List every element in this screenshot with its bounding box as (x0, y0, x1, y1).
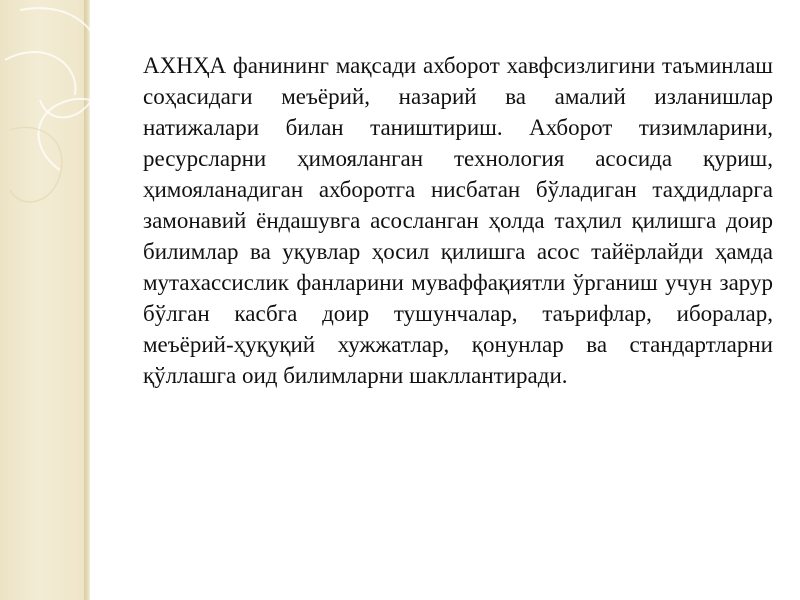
decorative-swirl (0, 0, 160, 260)
slide-body-text: АХНҲА фанининг мақсади ахборот хавфсизлигини таъминлаш соҳасидаги меъёрий, назарий ва амалий изланишлар натижалари билан таништириш. Ахборот тизимларини, ресурсларни ҳимояланган технология асосида қуриш, ҳимояланадиган ахборотга нисбатан бўладиган таҳдидларга замонавий ёндашувга асосланган ҳолда таҳлил қилишга доир билимлар ва уқувлар ҳосил қилишга асос тайёрлайди ҳамда мутахассислик фанларини муваффақиятли ўрганиш учун зарур бўлган касбга доир тушунчалар, таърифлар, иборалар, меъёрий-ҳуқуқий хужжатлар, қонунлар ва стандартларни қўллашга оид билимларни шакллантиради. (143, 53, 773, 388)
